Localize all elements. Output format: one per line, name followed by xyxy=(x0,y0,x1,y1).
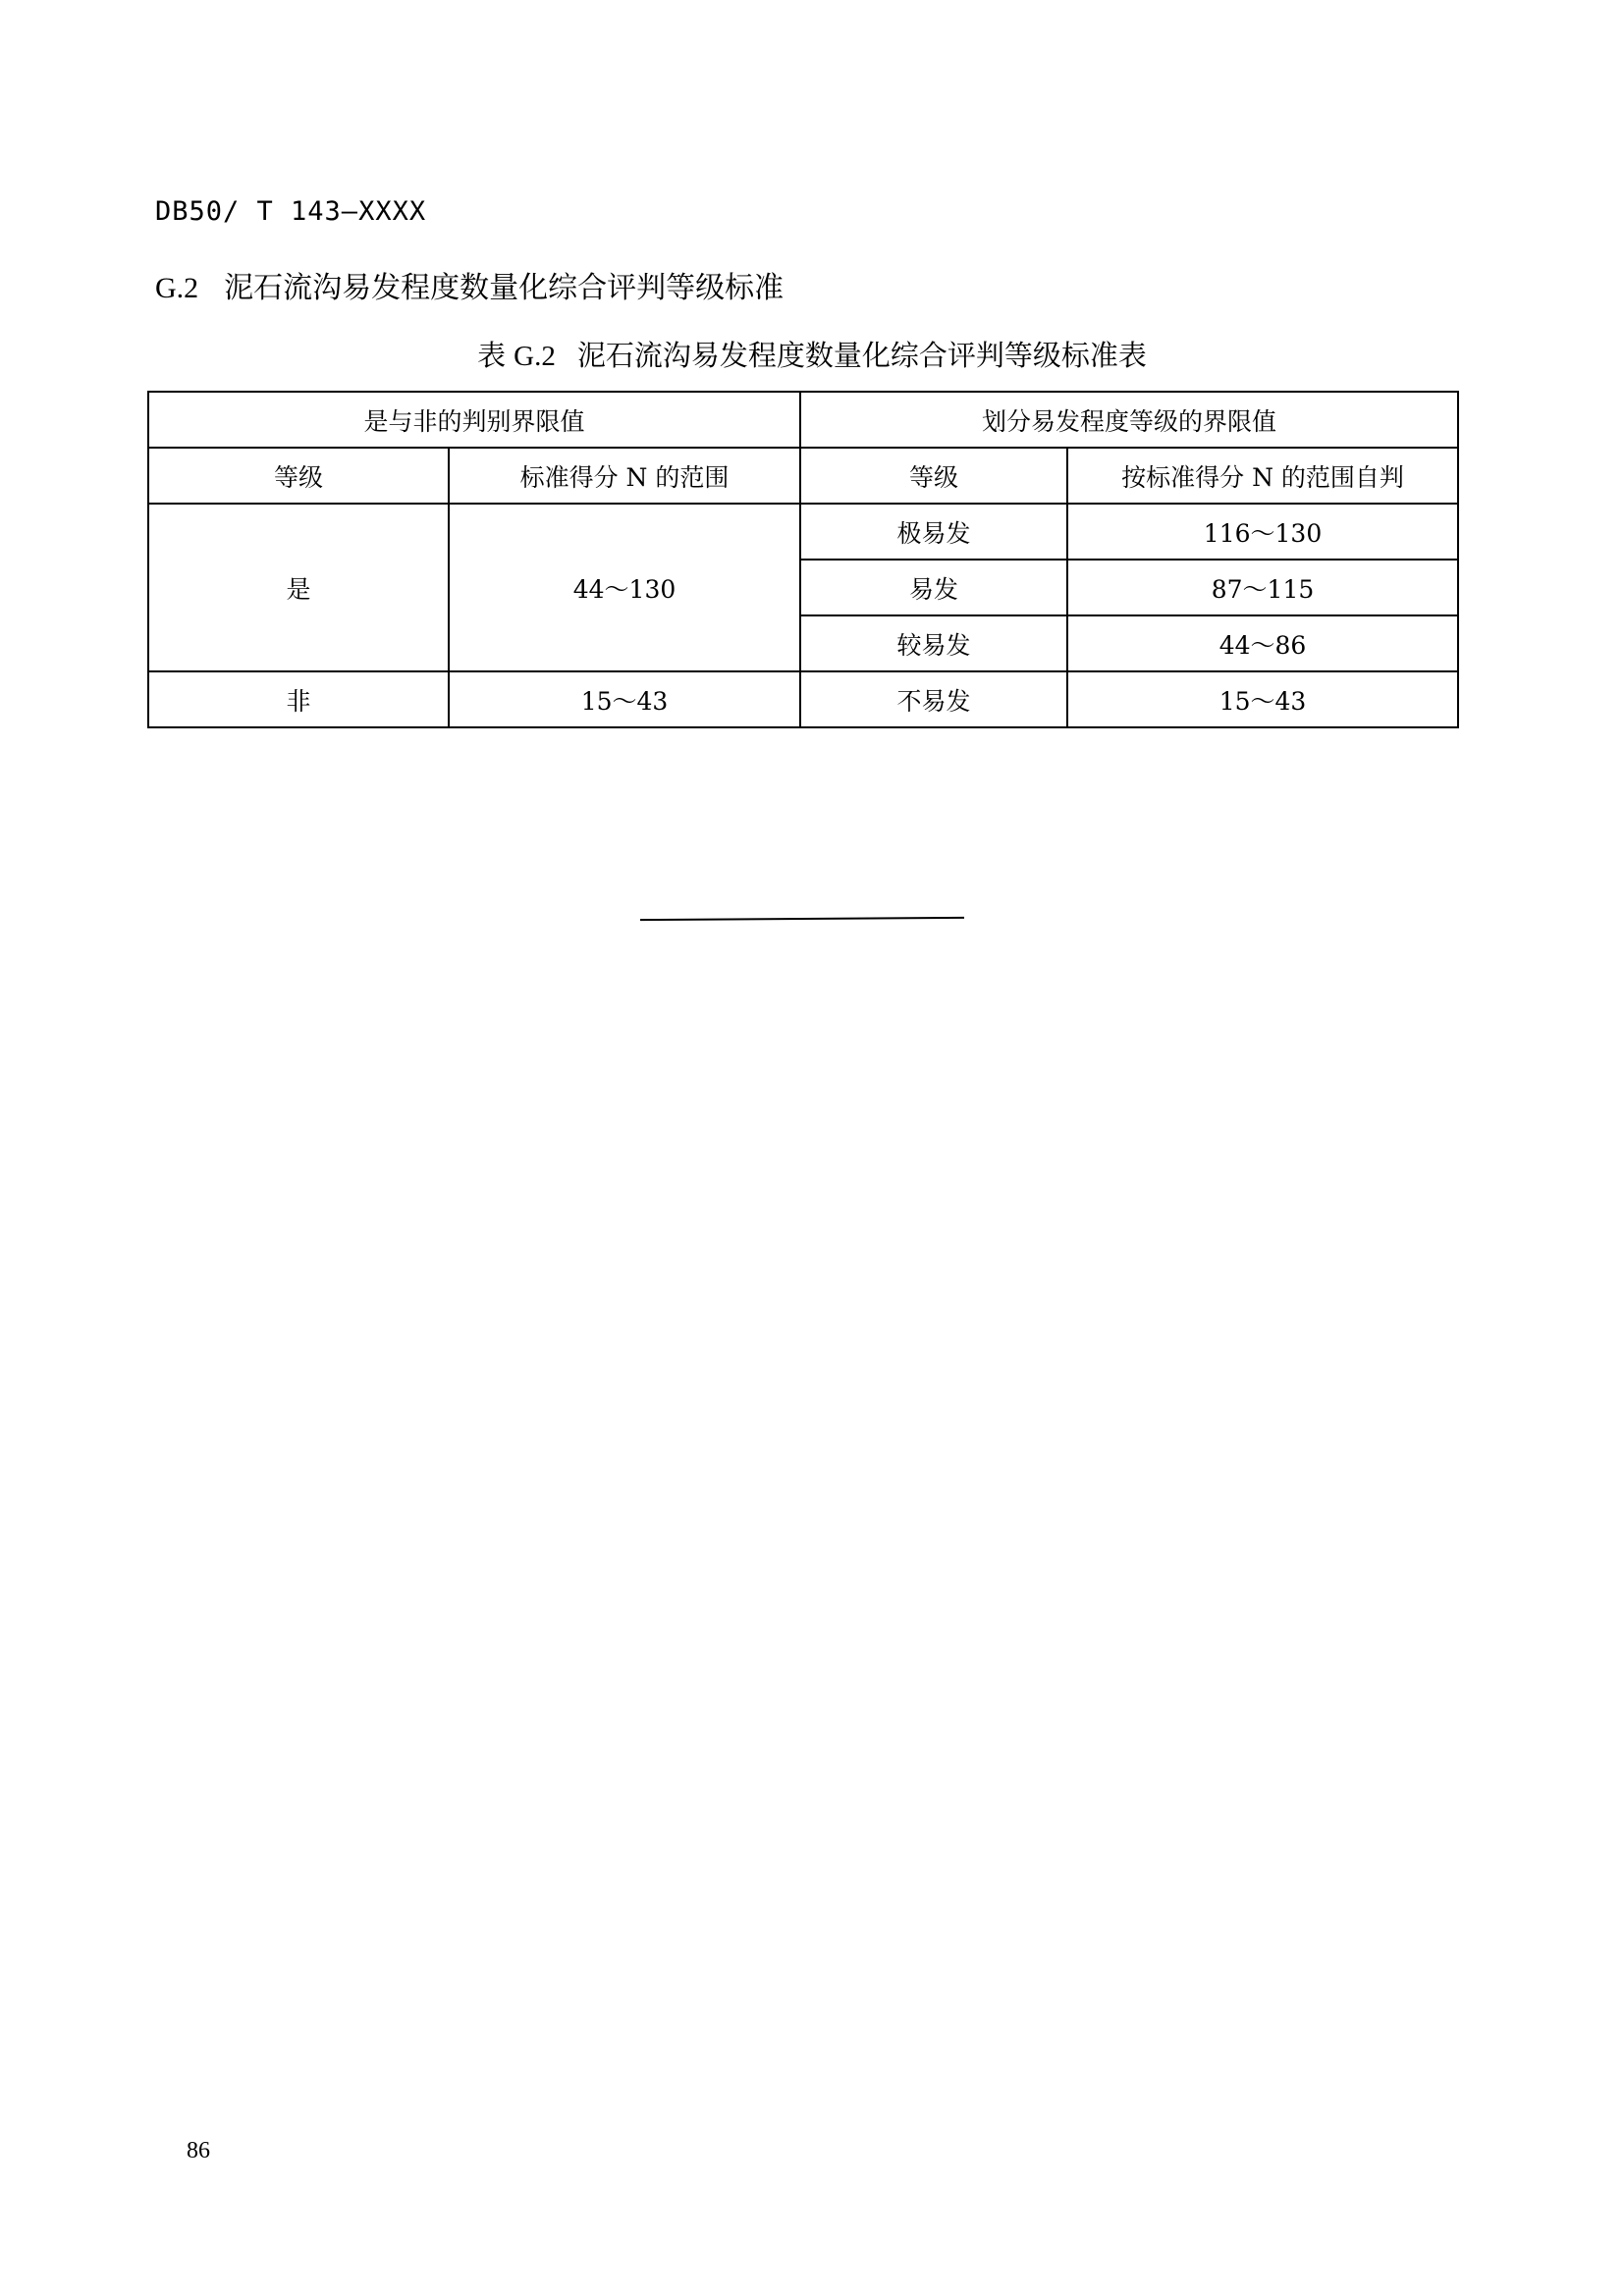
cell-range: 116～130 xyxy=(1067,504,1458,560)
table-column-header-row xyxy=(148,448,1458,504)
page-number: 86 xyxy=(187,2138,210,2163)
cell-grade: 不易发 xyxy=(800,671,1067,727)
cell-yes-grade: 是 xyxy=(148,504,449,671)
section-title: 泥石流沟易发程度数量化综合评判等级标准 xyxy=(224,271,785,305)
table-caption-title: 泥石流沟易发程度数量化综合评判等级标准表 xyxy=(576,339,1147,372)
table-row xyxy=(148,671,1458,727)
cell-no-range: 15～43 xyxy=(449,671,800,727)
section-number: G.2 xyxy=(155,272,199,304)
table-caption-prefix: 表 xyxy=(477,339,507,372)
table-caption-number: G.2 xyxy=(514,341,556,372)
col-header-score-right: 按标准得分 N 的范围自判 xyxy=(1067,448,1458,504)
table-caption xyxy=(0,334,1624,374)
cell-range: 87～115 xyxy=(1067,560,1458,615)
section-heading xyxy=(155,263,784,306)
table-row xyxy=(148,504,1458,560)
cell-grade: 极易发 xyxy=(800,504,1067,560)
grade-standard-table xyxy=(147,391,1459,728)
table-group-header-row xyxy=(148,392,1458,448)
cell-range: 15～43 xyxy=(1067,671,1458,727)
col-header-grade-right: 等级 xyxy=(800,448,1067,504)
col-header-score-left: 标准得分 N 的范围 xyxy=(449,448,800,504)
cell-grade: 易发 xyxy=(800,560,1067,615)
cell-yes-range: 44～130 xyxy=(449,504,800,671)
document-code: DB50/ T 143—XXXX xyxy=(155,196,427,227)
col-header-grade-left: 等级 xyxy=(148,448,449,504)
end-rule xyxy=(640,917,964,921)
group-header-susceptibility: 划分易发程度等级的界限值 xyxy=(800,392,1458,448)
group-header-yes-no: 是与非的判别界限值 xyxy=(148,392,800,448)
cell-grade: 较易发 xyxy=(800,615,1067,671)
cell-no-grade: 非 xyxy=(148,671,449,727)
cell-range: 44～86 xyxy=(1067,615,1458,671)
